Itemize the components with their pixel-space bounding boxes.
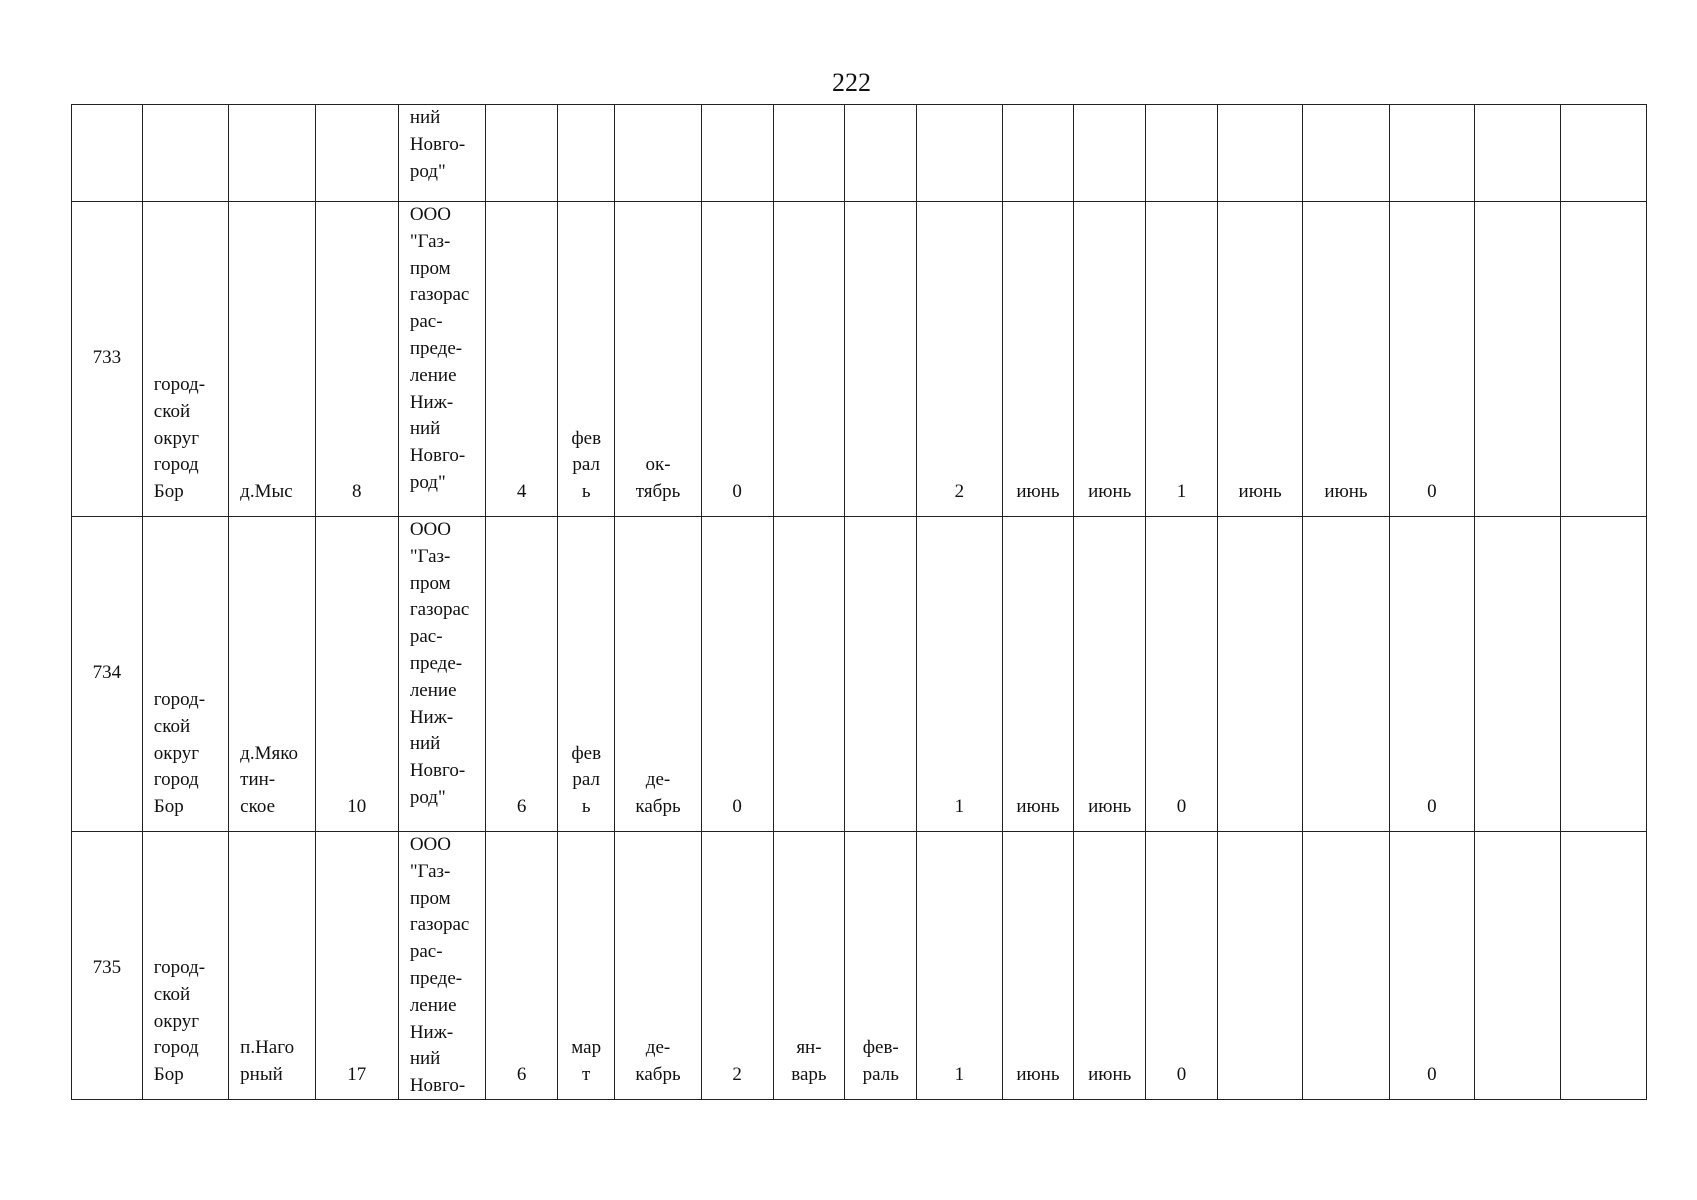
- page-number-text: 222: [832, 68, 871, 97]
- value-cell-c4: [315, 832, 398, 1100]
- district-text: город- ской округ город Бор: [153, 689, 206, 818]
- value-cell-c10: [773, 202, 845, 517]
- row-number: 734: [92, 662, 122, 683]
- value-cell-c20: [1561, 832, 1647, 1100]
- cell-value-c15: 0: [1176, 1064, 1187, 1086]
- cell-value-c12: 2: [954, 481, 965, 503]
- table-cell: [1561, 105, 1647, 202]
- value-cell-c10: [773, 832, 845, 1100]
- table-cell: [72, 105, 143, 202]
- cell-value-c9: 0: [732, 796, 742, 818]
- org-cell: [398, 517, 485, 832]
- district-text: город- ской округ город Бор: [153, 957, 206, 1086]
- value-cell-c10: [773, 517, 845, 832]
- cell-value-c12: 1: [954, 796, 965, 818]
- value-cell-c17: [1303, 202, 1389, 517]
- org-text: ООО "Газ- пром газорас рас- преде- ление Ниж- ний Новго-: [409, 834, 470, 1097]
- value-cell-c14: [1074, 202, 1146, 517]
- cell-value-c10: ян- варь: [791, 1037, 827, 1086]
- row-number: 735: [92, 957, 122, 978]
- table-cell: [1475, 105, 1561, 202]
- cell-value-c16: июнь: [1238, 481, 1282, 503]
- cell-value-c13: июнь: [1016, 1064, 1060, 1086]
- value-cell-c16: [1217, 832, 1302, 1100]
- value-cell-c16: [1217, 517, 1302, 832]
- cell-value-c6: 6: [516, 1064, 527, 1086]
- cell-value-c7: фев рал ь: [571, 742, 602, 818]
- cell-value-c15: 1: [1176, 481, 1187, 503]
- value-cell-c15: [1146, 202, 1218, 517]
- table-cell: [1217, 105, 1302, 202]
- row-number-cell: [72, 517, 143, 832]
- table-cell: [917, 105, 1002, 202]
- cell-value-c11: фев- раль: [862, 1037, 899, 1086]
- cell-value-c14: июнь: [1088, 481, 1132, 503]
- table-cell: [486, 105, 558, 202]
- table-cell-org: [398, 105, 485, 202]
- value-cell-c14: [1074, 517, 1146, 832]
- value-cell-c14: [1074, 832, 1146, 1100]
- value-cell-c13: [1002, 832, 1074, 1100]
- value-cell-c12: [917, 517, 1002, 832]
- table-cell: [558, 105, 615, 202]
- settlement-cell: [229, 202, 315, 517]
- cell-value-c8: де- кабрь: [635, 1037, 681, 1086]
- district-cell: [142, 832, 228, 1100]
- table-row-continuation: [72, 105, 1647, 202]
- row-number-cell: [72, 202, 143, 517]
- table-row: [72, 202, 1647, 517]
- cell-value-c13: июнь: [1016, 796, 1060, 818]
- value-cell-c18: [1389, 202, 1474, 517]
- settlement-cell: [229, 832, 315, 1100]
- row-number-cell: [72, 832, 143, 1100]
- value-cell-c12: [917, 202, 1002, 517]
- cell-value-c7: мар т: [571, 1037, 602, 1086]
- value-cell-c13: [1002, 517, 1074, 832]
- table-cell: [1146, 105, 1218, 202]
- table-cell: [845, 105, 917, 202]
- settlement-text: д.Мыс: [240, 481, 293, 503]
- value-cell-c8: [615, 202, 701, 517]
- org-cell: [398, 202, 485, 517]
- district-text: город- ской округ город Бор: [153, 374, 206, 503]
- value-cell-c19: [1475, 202, 1561, 517]
- cell-value-c4: 8: [351, 481, 362, 503]
- table-cell: [615, 105, 701, 202]
- value-cell-c6: [486, 517, 558, 832]
- data-table: [71, 104, 1647, 1100]
- org-text: ний Новго- род": [409, 107, 466, 182]
- cell-value-c4: 17: [347, 1064, 367, 1086]
- district-cell: [142, 517, 228, 832]
- district-cell: [142, 202, 228, 517]
- cell-value-c7: фев рал ь: [571, 427, 602, 503]
- cell-value-c18: 0: [1427, 796, 1437, 818]
- table-cell: [315, 105, 398, 202]
- cell-value-c15: 0: [1176, 796, 1187, 818]
- page-number: [0, 68, 1697, 98]
- value-cell-c7: [558, 517, 615, 832]
- cell-value-c13: июнь: [1016, 481, 1060, 503]
- table-cell: [1002, 105, 1074, 202]
- value-cell-c7: [558, 202, 615, 517]
- value-cell-c11: [845, 202, 917, 517]
- value-cell-c16: [1217, 202, 1302, 517]
- value-cell-c20: [1561, 517, 1647, 832]
- value-cell-c6: [486, 202, 558, 517]
- row-number: 733: [92, 347, 122, 368]
- value-cell-c17: [1303, 517, 1389, 832]
- cell-value-c12: 1: [954, 1064, 965, 1086]
- value-cell-c6: [486, 832, 558, 1100]
- cell-value-c18: 0: [1427, 1064, 1437, 1086]
- value-cell-c17: [1303, 832, 1389, 1100]
- table-cell: [773, 105, 845, 202]
- value-cell-c11: [845, 517, 917, 832]
- table-cell: [142, 105, 228, 202]
- value-cell-c13: [1002, 202, 1074, 517]
- value-cell-c4: [315, 517, 398, 832]
- org-cell: [398, 832, 485, 1100]
- cell-value-c6: 6: [516, 796, 527, 818]
- value-cell-c20: [1561, 202, 1647, 517]
- value-cell-c8: [615, 517, 701, 832]
- cell-value-c14: июнь: [1088, 796, 1132, 818]
- value-cell-c9: [701, 832, 773, 1100]
- org-text: ООО "Газ- пром газорас рас- преде- ление Ниж- ний Новго- род": [409, 204, 470, 493]
- cell-value-c8: ок- тябрь: [635, 454, 681, 503]
- table-cell: [1389, 105, 1474, 202]
- value-cell-c9: [701, 202, 773, 517]
- value-cell-c8: [615, 832, 701, 1100]
- value-cell-c4: [315, 202, 398, 517]
- settlement-text: д.Мяко тин- ское: [240, 742, 298, 818]
- cell-value-c9: 0: [732, 481, 742, 503]
- cell-value-c18: 0: [1427, 481, 1437, 503]
- value-cell-c11: [845, 832, 917, 1100]
- value-cell-c12: [917, 832, 1002, 1100]
- value-cell-c19: [1475, 832, 1561, 1100]
- table-cell: [1074, 105, 1146, 202]
- cell-value-c9: 2: [732, 1064, 742, 1086]
- cell-value-c4: 10: [347, 796, 367, 818]
- cell-value-c8: де- кабрь: [635, 769, 681, 818]
- cell-value-c6: 4: [516, 481, 527, 503]
- table-row: [72, 517, 1647, 832]
- settlement-cell: [229, 517, 315, 832]
- value-cell-c15: [1146, 832, 1218, 1100]
- table-cell: [701, 105, 773, 202]
- cell-value-c14: июнь: [1088, 1064, 1132, 1086]
- table-row: [72, 832, 1647, 1100]
- value-cell-c9: [701, 517, 773, 832]
- cell-value-c17: июнь: [1324, 481, 1368, 503]
- value-cell-c7: [558, 832, 615, 1100]
- table-cell: [1303, 105, 1389, 202]
- settlement-text: п.Наго рный: [240, 1037, 295, 1086]
- org-text: ООО "Газ- пром газорас рас- преде- ление Ниж- ний Новго- род": [409, 519, 470, 808]
- value-cell-c18: [1389, 832, 1474, 1100]
- value-cell-c19: [1475, 517, 1561, 832]
- table-cell: [229, 105, 315, 202]
- value-cell-c15: [1146, 517, 1218, 832]
- value-cell-c18: [1389, 517, 1474, 832]
